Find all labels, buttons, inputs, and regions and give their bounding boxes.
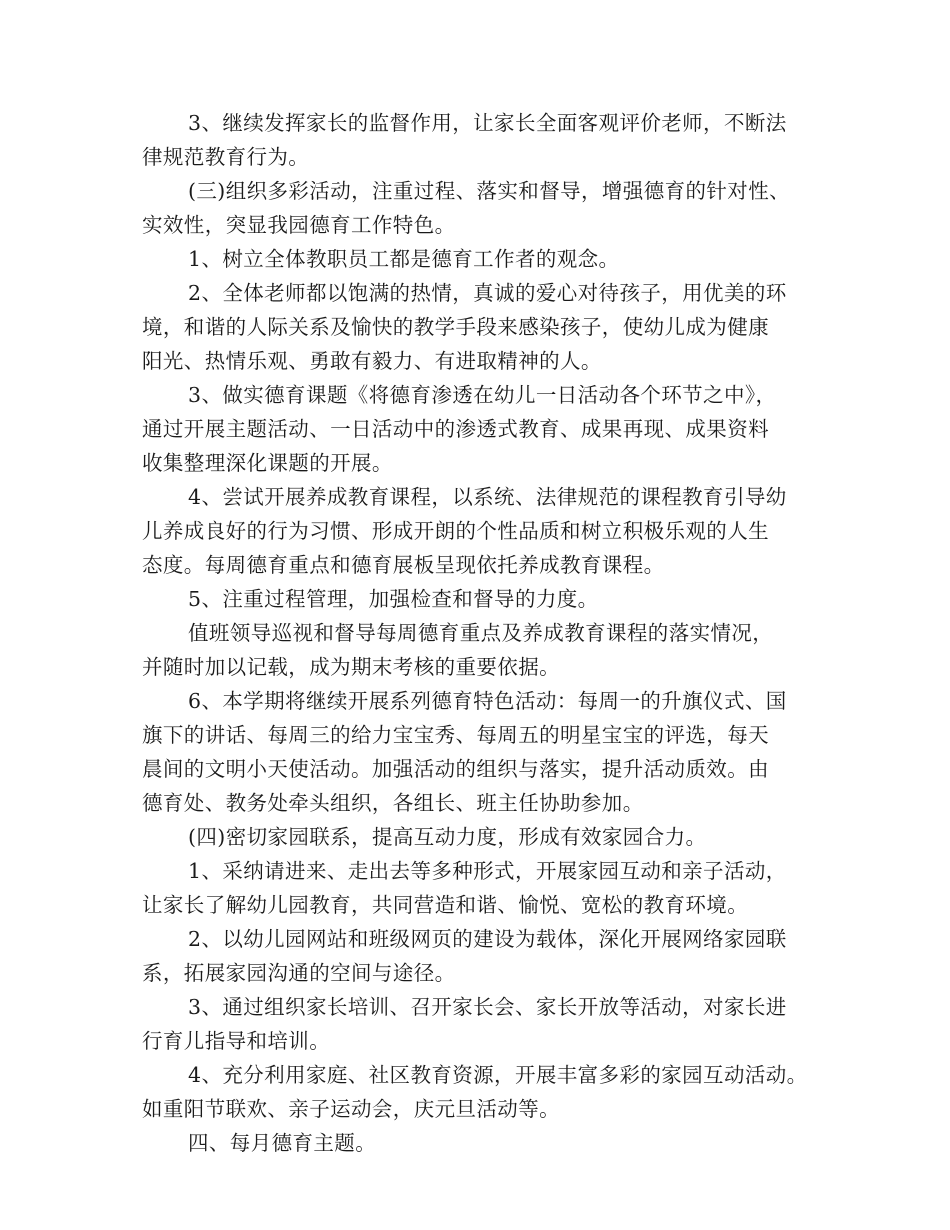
text-line: 4、尝试开展养成教育课程，以系统、法律规范的课程教育引导幼 [188,485,787,509]
text-line: 通过开展主题活动、一日活动中的渗透式教育、成果再现、成果资料 [142,417,769,441]
section-heading: 四、每月德育主题。 [188,1131,377,1155]
text-line: 儿养成良好的行为习惯、形成开朗的个性品质和树立积极乐观的人生 [142,519,769,543]
text-line: 如重阳节联欢、亲子运动会，庆元旦活动等。 [142,1097,560,1121]
section-heading: (四)密切家园联系，提高互动力度，形成有效家园合力。 [188,825,707,849]
text-line: 3、继续发挥家长的监督作用，让家长全面客观评价老师，不断法 [188,111,787,135]
text-line: 3、做实德育课题《将德育渗透在幼儿一日活动各个环节之中》， [188,383,777,407]
text-line: 晨间的文明小天使活动。加强活动的组织与落实，提升活动质效。由 [142,757,769,781]
text-line: 并随时加以记载，成为期末考核的重要依据。 [142,655,560,679]
text-line: 1、树立全体教职员工都是德育工作者的观念。 [188,247,620,271]
text-line: 实效性，突显我园德育工作特色。 [142,213,456,237]
text-line: 3、通过组织家长培训、召开家长会、家长开放等活动，对家长进 [188,995,787,1019]
text-line: 系，拓展家园沟通的空间与途径。 [142,961,456,985]
text-line: 态度。每周德育重点和德育展板呈现依托养成教育课程。 [142,553,665,577]
text-line: 2、以幼儿园网站和班级网页的建设为载体，深化开展网络家园联 [188,927,787,951]
text-line: 2、全体老师都以饱满的热情，真诚的爱心对待孩子，用优美的环 [188,281,787,305]
text-line: 5、注重过程管理，加强检查和督导的力度。 [188,587,599,611]
text-line: 行育儿指导和培训。 [142,1029,331,1053]
text-line: 收集整理深化课题的开展。 [142,451,393,475]
text-line: 德育处、教务处牵头组织，各组长、班主任协助参加。 [142,791,644,815]
text-line: 让家长了解幼儿园教育，共同营造和谐、愉悦、宽松的教育环境。 [142,893,749,917]
text-line: 1、采纳请进来、走出去等多种形式，开展家园互动和亲子活动， [188,859,787,883]
text-line: 阳光、热情乐观、勇敢有毅力、有进取精神的人。 [142,349,602,373]
text-line: 值班领导巡视和督导每周德育重点及养成教育课程的落实情况， [188,621,774,645]
section-heading: (三)组织多彩活动，注重过程、落实和督导，增强德育的针对性、 [188,179,790,203]
text-line: 4、充分利用家庭、社区教育资源，开展丰富多彩的家园互动活动。 [188,1063,808,1087]
text-line: 6、本学期将继续开展系列德育特色活动：每周一的升旗仪式、国 [188,689,787,713]
text-line: 旗下的讲话、每周三的给力宝宝秀、每周五的明星宝宝的评选，每天 [142,723,769,747]
text-line: 律规范教育行为。 [142,145,310,169]
text-line: 境，和谐的人际关系及愉快的教学手段来感染孩子，使幼儿成为健康 [142,315,769,339]
